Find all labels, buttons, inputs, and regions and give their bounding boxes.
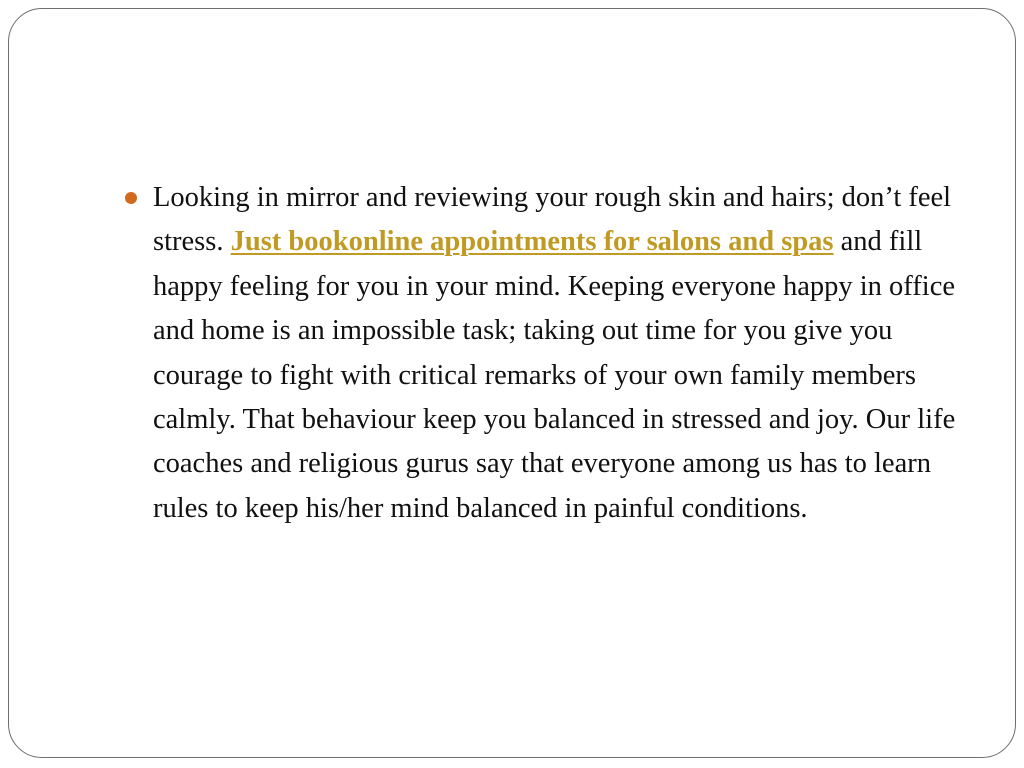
paragraph-text-body: and fill happy feeling for you in your mind. Keeping everyone happy in office and home is an impossible task; taking out time for you give you courage to fight with critical remarks of your own family members calmly. That behaviour keep you balanced in stressed and joy. Our life coaches and religious gurus say that everyone among us has to learn rules to keep his/her mind balanced in painful conditions. — [153, 226, 956, 524]
slide — [8, 8, 1016, 758]
bullet-paragraph — [153, 176, 983, 531]
paragraph-text-intro: Looking in mirror and reviewing your rough skin and hairs; don’t feel stress. — [153, 182, 952, 258]
bullet-dot-icon — [125, 192, 137, 204]
booking-link[interactable]: Just bookonline appointments for salons and spas — [230, 226, 834, 258]
bullet-list-item — [153, 176, 983, 531]
